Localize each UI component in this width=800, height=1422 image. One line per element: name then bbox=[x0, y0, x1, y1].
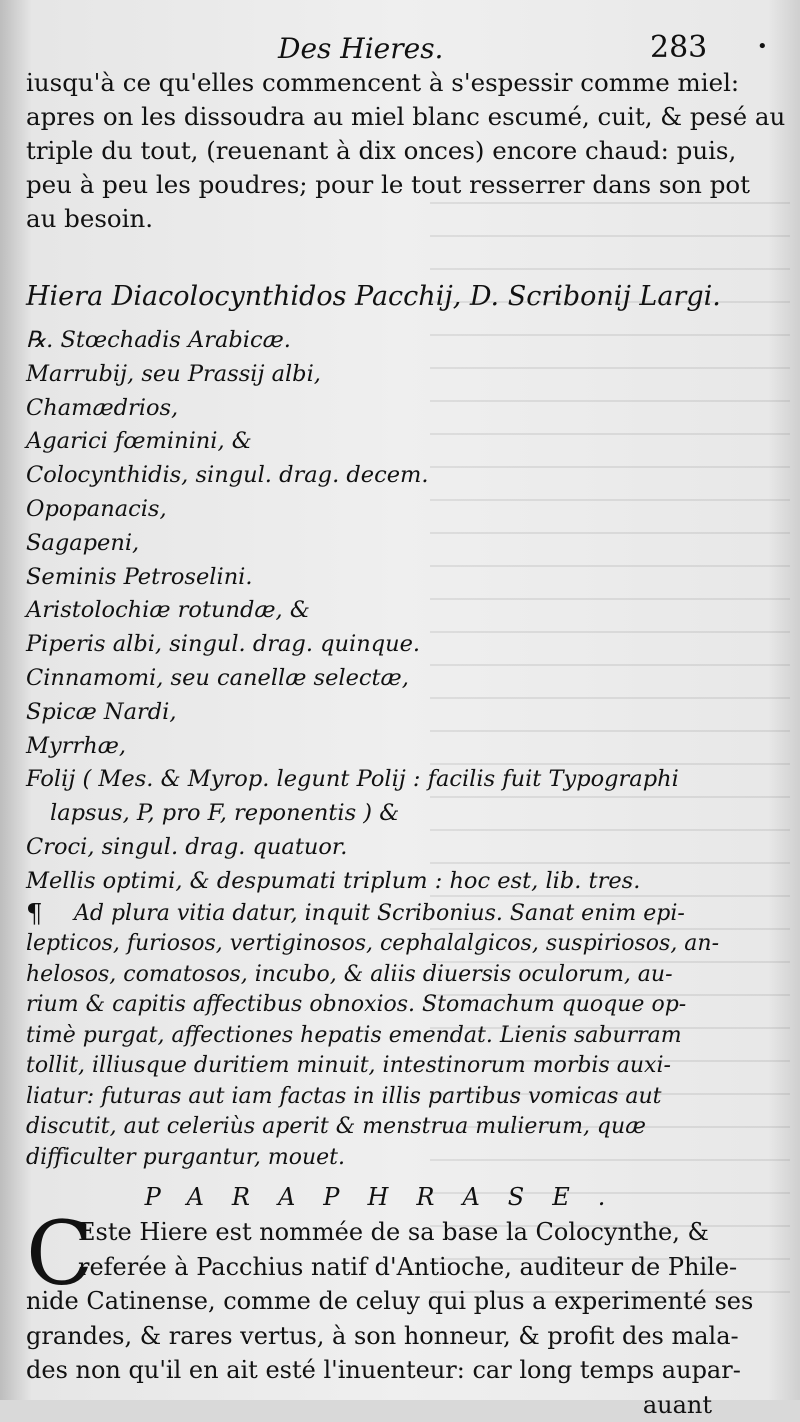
drop-cap: C bbox=[26, 1202, 94, 1306]
ingredient-line: Cinnamomi, seu canellæ selectæ, bbox=[26, 664, 409, 691]
ingredient-line: Seminis Petroselini. bbox=[26, 563, 253, 590]
note-line bbox=[26, 899, 712, 930]
paraphrase-paragraph bbox=[26, 1202, 754, 1422]
ink-speck: • bbox=[757, 36, 768, 57]
recipe-title: Hiera Diacolocynthidos Pacchij, D. Scribonij Largi. bbox=[26, 281, 721, 312]
ingredient-line: Aristolochiæ rotundæ, & bbox=[26, 597, 310, 624]
intro-line: iusqu'à ce qu'elles commencent à s'espessir comme miel: bbox=[26, 68, 740, 97]
paraphrase-heading: PARAPHRASE. bbox=[144, 1183, 634, 1212]
ingredient-line: Myrrhæ, bbox=[26, 732, 127, 759]
paraphrase-line: Este Hiere est nommée de sa base la Colocynthe, & bbox=[78, 1218, 709, 1247]
pilcrow-mark: ¶ bbox=[26, 898, 43, 929]
catchword: auant bbox=[642, 1390, 712, 1419]
note-line-text: Ad plura vitia datur, inquit Scribonius. Sanat enim epi- bbox=[74, 900, 685, 926]
intro-paragraph bbox=[26, 66, 786, 236]
note-line: difficulter purgantur, mouet. bbox=[26, 1144, 345, 1170]
note-line: timè purgat, affectiones hepatis emendat. Lienis saburram bbox=[26, 1022, 682, 1048]
intro-line: apres on les dissoudra au miel blanc escumé, cuit, & pesé au bbox=[26, 102, 786, 131]
page-body bbox=[26, 66, 786, 1422]
page-header bbox=[0, 30, 800, 66]
note-line: helosos, comatosos, incubo, & aliis diuersis oculorum, au- bbox=[26, 961, 673, 987]
ingredient-line: Agarici fœminini, & bbox=[26, 428, 252, 455]
note-line: discutit, aut celeriùs aperit & menstrua mulierum, quæ bbox=[26, 1114, 646, 1140]
ingredient-line: Colocynthidis, singul. drag. decem. bbox=[26, 462, 429, 489]
paraphrase-line: des non qu'il en ait esté l'inuenteur: car long temps aupar- bbox=[26, 1356, 741, 1385]
note-line: rium & capitis affectibus obnoxios. Stomachum quoque op- bbox=[26, 992, 687, 1018]
ingredient-line: Sagapeni, bbox=[26, 529, 140, 556]
ingredient-line: Mellis optimi, & despumati triplum : hoc est, lib. tres. bbox=[26, 867, 641, 894]
page-number: 283 bbox=[650, 30, 708, 65]
ingredient-line: Piperis albi, singul. drag. quinque. bbox=[26, 631, 421, 658]
ingredient-list bbox=[26, 324, 712, 899]
ingredient-line: Folij ( Mes. & Myrop. legunt Polij : facilis fuit Typographi bbox=[26, 766, 679, 793]
ingredient-line: Marrubij, seu Prassij albi, bbox=[26, 360, 321, 387]
note-line: lepticos, furiosos, vertiginosos, cephalalgicos, suspiriosos, an- bbox=[26, 931, 720, 957]
running-head: Des Hieres. bbox=[278, 32, 444, 65]
scribonius-note bbox=[26, 898, 720, 1174]
ingredient-line: Opopanacis, bbox=[26, 495, 167, 522]
paraphrase-line: referée à Pacchius natif d'Antioche, auditeur de Phile- bbox=[78, 1252, 738, 1281]
ingredient-line: Chamædrios, bbox=[26, 394, 179, 421]
intro-line: au besoin. bbox=[26, 204, 154, 233]
ingredient-line: ℞. Stœchadis Arabicæ. bbox=[26, 327, 291, 353]
ingredient-line: lapsus, P, pro F, reponentis ) & bbox=[50, 800, 400, 827]
intro-line: triple du tout, (reuenant à dix onces) encore chaud: puis, bbox=[26, 136, 737, 165]
intro-line: peu à peu les poudres; pour le tout resserrer dans son pot bbox=[26, 170, 751, 199]
ingredient-line: Croci, singul. drag. quatuor. bbox=[26, 833, 348, 860]
note-line: tollit, illiusque duritiem minuit, intestinorum morbis auxi- bbox=[26, 1053, 671, 1079]
paraphrase-line: nide Catinense, comme de celuy qui plus a experimenté ses bbox=[26, 1287, 754, 1316]
note-line: liatur: futuras aut iam factas in illis partibus vomicas aut bbox=[26, 1083, 662, 1109]
paraphrase-line: grandes, & rares vertus, à son honneur, & profit des mala- bbox=[26, 1321, 739, 1350]
ingredient-line: Spicæ Nardi, bbox=[26, 698, 177, 725]
